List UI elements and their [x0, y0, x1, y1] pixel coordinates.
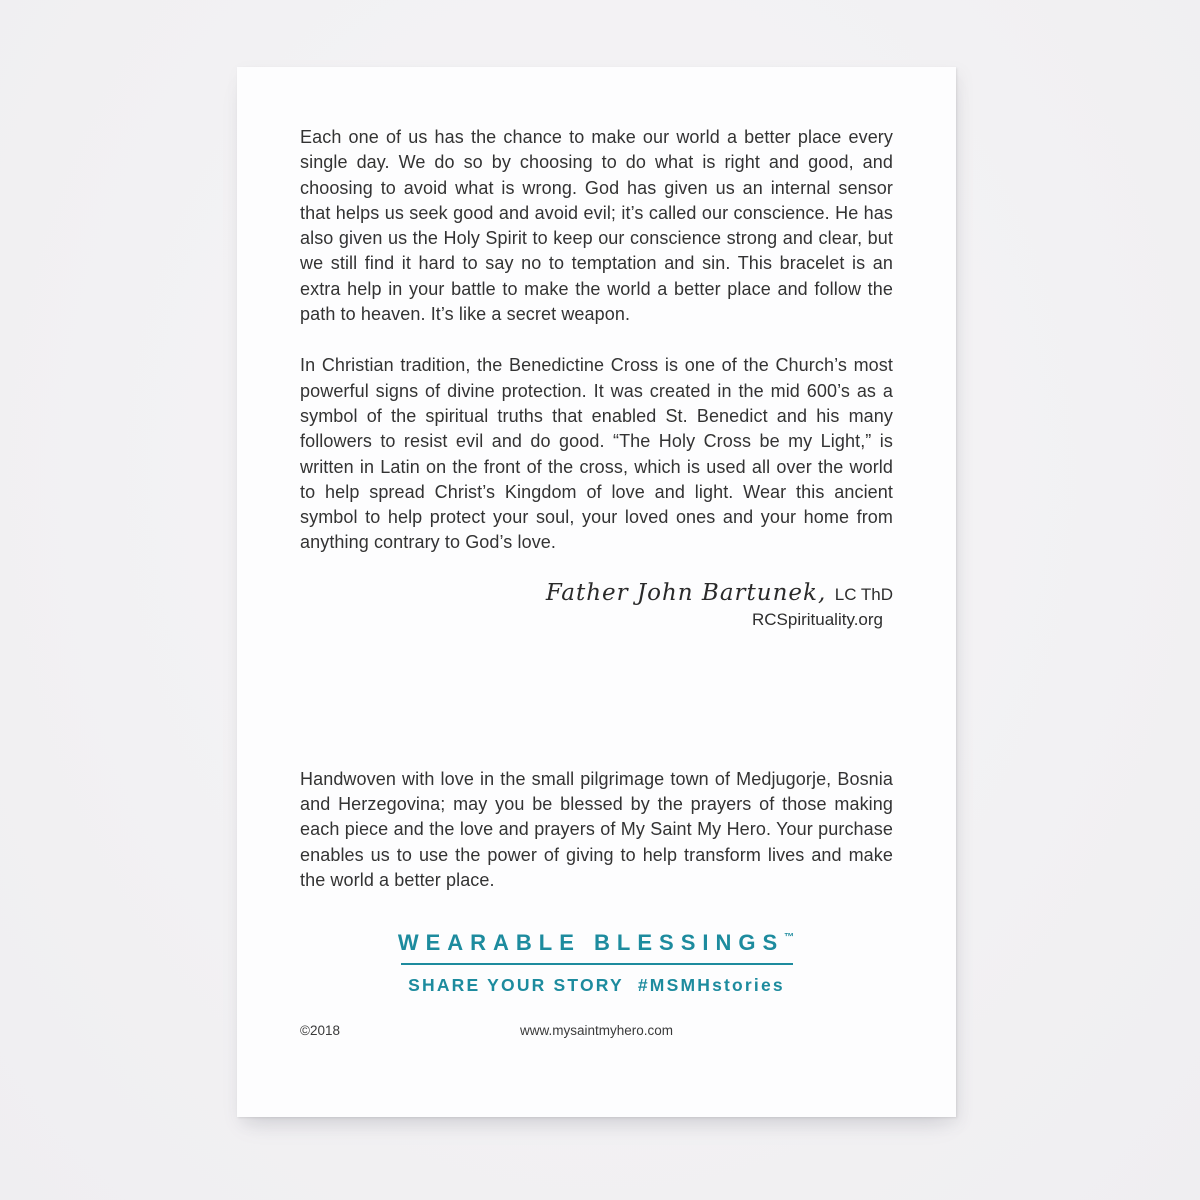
trademark-symbol: ™: [784, 932, 796, 944]
paragraph-handwoven: Handwoven with love in the small pilgrimage town of Medjugorje, Bosnia and Herzegovina; may you be blessed by the prayers of those making each piece and the love and prayers of My Saint My Hero. Your purchase enables us to use the power of giving to help transform lives and make the world a better place.: [300, 768, 893, 890]
divider-line: [401, 963, 793, 965]
paragraph-conscience: Each one of us has the chance to make our world a better place every single day. We do so by choosing to do what is right and good, and choosing to avoid what is wrong. God has given us an internal sensor that helps us seek good and avoid evil; it’s called our conscience. He has also given us the Holy Spirit to keep our conscience strong and clear, but we still find it hard to say no to temptation and sin. This bracelet is an extra help in your battle to make the world a better place and follow the path to heaven. It’s like a secret weapon.: [300, 127, 893, 325]
card-footer: [300, 1023, 893, 1041]
hashtag-label: #MSMHstories: [637, 975, 785, 996]
tagline-row: [300, 975, 893, 996]
website-url: www.mysaintmyhero.com: [519, 1023, 674, 1039]
copyright-label: ©2018: [300, 1023, 340, 1039]
signature-block: [300, 580, 893, 631]
signature-organization: RCSpirituality.org: [751, 609, 883, 629]
share-your-story-label: SHARE YOUR STORY: [408, 975, 624, 996]
paragraph-benedictine-cross: In Christian tradition, the Benedictine Cross is one of the Church’s most powerful signs of divine protection. It was created in the mid 600’s as a symbol of the spiritual truths that enabled St. Benedict and his many followers to resist evil and do good. “The Holy Cross be my Light,” is written in Latin on the front of the cross, which is used all over the world to help spread Christ’s Kingdom of love and light. Wear this ancient symbol to help protect your soul, your loved ones and your home from anything contrary to God’s love.: [300, 355, 893, 553]
product-card-back: [237, 67, 956, 1117]
wordmark-text: WEARABLE BLESSINGS: [397, 930, 785, 956]
branding-block: [300, 930, 893, 996]
signature-name: Father John Bartunek,: [545, 579, 827, 606]
wearable-blessings-wordmark: [300, 930, 893, 956]
signature-credentials: LC ThD: [834, 584, 893, 604]
signature-line: [300, 580, 893, 606]
